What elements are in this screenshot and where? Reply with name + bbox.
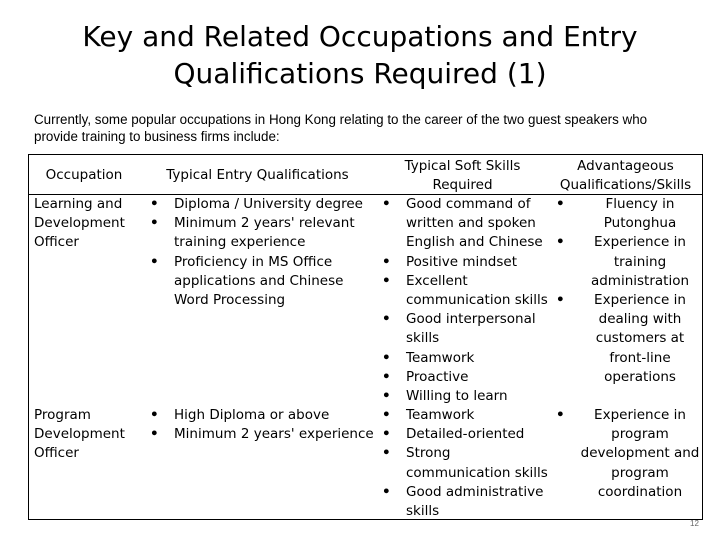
list-item-line: • Fluency in: [605, 196, 675, 212]
list-item: [556, 291, 700, 387]
list-item-line: written and spoken: [406, 215, 536, 232]
list-item-line: English and Chinese: [406, 234, 543, 251]
list-item-line: • Diploma / University degree: [174, 196, 363, 212]
list-item-line: • Proficiency in MS Office: [174, 253, 333, 270]
list-item-line: • Minimum 2 years' relevant: [174, 215, 355, 232]
page-number: 12: [690, 519, 699, 528]
title-line-1: Key and Related Occupations and Entry: [82, 20, 638, 53]
list-item: [556, 195, 700, 233]
list-item-line: development and: [580, 445, 700, 462]
list-item-line: • Experience in: [594, 407, 686, 423]
list-item-line: • Experience in: [594, 234, 686, 251]
list-item: [150, 253, 370, 311]
list-item-line: front-line: [609, 349, 671, 366]
list-item-line: communication skills: [406, 292, 548, 309]
list-item: [556, 233, 700, 291]
list-item-line: • Minimum 2 years' experience: [174, 426, 374, 443]
header-entry-qualifications: Typical Entry Qualifications: [166, 167, 349, 183]
list-item-line: customers at: [595, 330, 685, 347]
list-item-line: program: [611, 426, 669, 443]
list-item-line: • Willing to learn: [406, 388, 508, 405]
header-soft-skills-line-2: Required: [432, 177, 493, 194]
list-item: [382, 387, 552, 406]
list-item-line: coordination: [597, 483, 683, 500]
page-title: [0, 18, 720, 92]
occupation-line: Program: [34, 407, 91, 423]
list-item: [382, 349, 552, 368]
list-item: [382, 272, 552, 310]
list-item-line: • Good command of: [406, 196, 531, 212]
title-line-2: Qualifications Required (1): [173, 57, 547, 90]
occupation-line: Development: [34, 426, 125, 443]
list-item-line: communication skills: [406, 464, 548, 481]
row-2-entry-list: [150, 406, 375, 444]
row-1-occupation: [34, 195, 144, 253]
intro-line-1: Currently, some popular occupations in Hong Kong relating to the career of the two guest speakers who: [34, 112, 648, 127]
list-item-line: training: [613, 253, 667, 270]
list-item-line: • Good interpersonal: [406, 311, 536, 328]
occupation-line: Learning and: [34, 196, 123, 212]
list-item-line: • Detailed-oriented: [406, 426, 525, 443]
list-item: [382, 253, 552, 272]
list-item-line: • Good administrative: [406, 483, 544, 500]
list-item: [382, 406, 552, 425]
row-1-soft-skills-list: [382, 195, 552, 406]
header-occupation: Occupation: [45, 167, 123, 183]
list-item: [382, 195, 552, 253]
list-item-line: skills: [406, 503, 440, 520]
header-soft-skills-line-1: Typical Soft Skills: [404, 158, 521, 174]
list-item: [150, 214, 370, 252]
list-item: [150, 425, 375, 444]
list-item: [382, 425, 552, 444]
list-item: [382, 483, 552, 521]
list-item: [382, 368, 552, 387]
list-item: [150, 406, 375, 425]
list-item-line: administration: [590, 272, 690, 289]
list-item-line: applications and Chinese: [174, 272, 344, 289]
list-item-line: • Teamwork: [406, 349, 475, 366]
occupation-line: Development: [34, 215, 125, 232]
list-item-line: Putonghua: [603, 215, 677, 232]
list-item: [556, 406, 700, 502]
list-item-line: dealing with: [598, 311, 682, 328]
row-2-occupation: [34, 406, 144, 464]
list-item-line: • Proactive: [406, 368, 469, 385]
list-item-line: training experience: [174, 234, 306, 251]
row-2-soft-skills-list: [382, 406, 552, 521]
row-1-entry-list: [150, 195, 370, 310]
row-2-advantageous-list: [556, 406, 700, 502]
list-item-line: skills: [406, 330, 440, 347]
intro-line-2: provide training to business firms include:: [34, 129, 280, 144]
occupation-line: Officer: [34, 234, 79, 251]
list-item-line: • Strong: [406, 445, 451, 462]
list-item: [150, 195, 370, 214]
list-item-line: • Teamwork: [406, 407, 475, 423]
list-item-line: Word Processing: [174, 292, 286, 309]
list-item-line: • Experience in: [594, 292, 686, 309]
list-item-line: operations: [604, 368, 676, 385]
header-soft-skills: [380, 157, 545, 195]
header-advantageous: [548, 157, 703, 195]
header-advantageous-line-2: Qualifications/Skills: [559, 177, 692, 194]
row-1-advantageous-list: [556, 195, 700, 387]
occupation-line: Officer: [34, 445, 79, 462]
list-item-line: • High Diploma or above: [174, 407, 330, 423]
list-item-line: • Positive mindset: [406, 253, 517, 270]
list-item: [382, 310, 552, 348]
list-item: [382, 444, 552, 482]
header-advantageous-line-1: Advantageous: [577, 158, 674, 174]
intro-text: [34, 111, 694, 145]
list-item-line: • Excellent: [406, 272, 468, 289]
list-item-line: program: [611, 464, 669, 481]
